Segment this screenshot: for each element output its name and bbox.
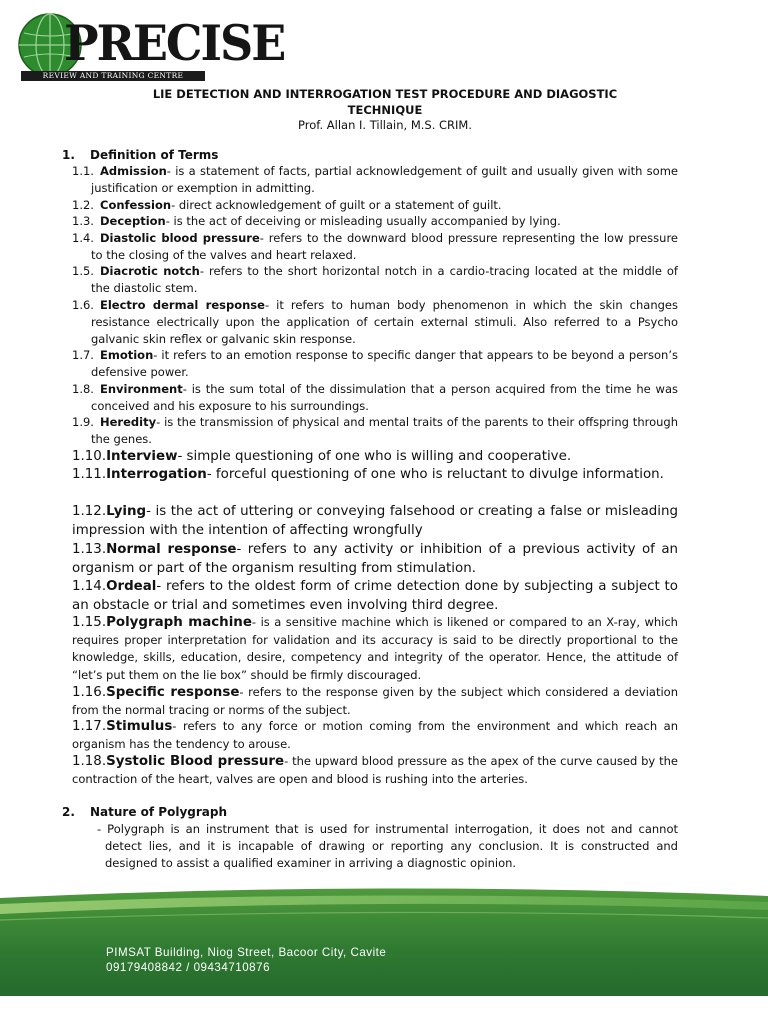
definition-item: 1.1. Admission- is a statement of facts, partial acknowledgement of guilt and usually given with some justification or exemption in admitting. <box>72 164 678 195</box>
term: Ordeal <box>106 579 157 594</box>
definition-item: 1.17.Stimulus- refers to any force or motion coming from the environment and which reach an organism has the tendency to arouse. <box>72 719 678 751</box>
definition-item: 1.11.Interrogation- forceful questioning of one who is reluctant to divulge information. <box>72 467 664 482</box>
definition-text: - is the transmission of physical and mental traits of the parents to their offspring through the genes. <box>91 415 678 446</box>
section-number: 2. <box>62 805 75 819</box>
term: Diastolic blood pressure <box>100 231 260 245</box>
term: Polygraph machine <box>106 615 252 630</box>
footer-phones: 09179408842 / 09434710876 <box>106 961 271 974</box>
definition-text: - simple questioning of one who is willing and cooperative. <box>177 449 572 464</box>
logo-tagline: REVIEW AND TRAINING CENTRE <box>21 71 205 81</box>
definition-item: 1.4. Diastolic blood pressure- refers to the downward blood pressure representing the low pressure to the closing of the valves and heart relaxed. <box>72 231 678 262</box>
term: Confession <box>100 198 172 212</box>
term: Systolic Blood pressure <box>106 754 285 769</box>
term: Interview <box>106 449 178 464</box>
definition-item: 1.10.Interview- simple questioning of one who is willing and cooperative. <box>72 449 572 464</box>
definition-text: - forceful questioning of one who is reluctant to divulge information. <box>206 467 664 482</box>
definition-item: 1.13.Normal response- refers to any activity or inhibition of a previous activity of an organism or part of the organism resulting from stimulation. <box>72 542 679 576</box>
term: Admission <box>100 164 167 178</box>
definition-item: 1.6. Electro dermal response- it refers to human body phenomenon in which the skin changes resistance electrically upon the application of certain external stimuli. Also referred to a Psycho galvanic skin reflex or galvanic skin response. <box>72 298 678 346</box>
term: Heredity <box>100 415 157 429</box>
definition-text: - refers to the oldest form of crime detection done by subjecting a subject to an obstacle or trial and sometimes even involving third degree. <box>72 579 678 613</box>
definition-item: 1.14.Ordeal- refers to the oldest form of crime detection done by subjecting a subject to an obstacle or trial and sometimes even involving third degree. <box>72 579 678 613</box>
title-line-2: TECHNIQUE <box>347 103 423 117</box>
definition-text: - is the act of deceiving or misleading usually accompanied by lying. <box>165 214 561 228</box>
section-title: Nature of Polygraph <box>90 805 228 819</box>
section-heading-nature <box>62 805 227 819</box>
definition-item: 1.15.Polygraph machine- is a sensitive machine which is likened or compared to an X-ray, which requires proper interpretation for validation and its accuracy is said to be directly proportional to the knowledge, skills, education, desire, competency and integrity of the operator. Hence, the attitude of “let’s put them on the lie box” should be firmly discouraged. <box>72 615 678 682</box>
section-title: Definition of Terms <box>90 148 219 162</box>
definition-item: 1.9. Heredity- is the transmission of physical and mental traits of the parents to their offspring through the genes. <box>72 415 678 446</box>
author-line: Prof. Allan I. Tillain, M.S. CRIM. <box>298 118 472 132</box>
term: Diacrotic notch <box>100 264 200 278</box>
term: Environment <box>100 382 183 396</box>
section-number: 1. <box>62 148 75 162</box>
definition-item: 1.5. Diacrotic notch- refers to the short horizontal notch in a cardio-tracing located at the middle of the diastolic stem. <box>72 264 678 295</box>
definition-item: 1.2. Confession- direct acknowledgement of guilt or a statement of guilt. <box>72 198 502 212</box>
definition-text: - is the sum total of the dissimulation that a person acquired from the time he was conceived and his exposure to his surroundings. <box>91 382 678 413</box>
definition-text: - refers to any force or motion coming from the environment and which reach an organism has the tendency to arouse. <box>72 719 678 751</box>
term: Specific response <box>106 685 240 700</box>
definition-item: 1.18.Systolic Blood pressure- the upward blood pressure as the apex of the curve caused by the contraction of the heart, valves are open and blood is rushing into the arteries. <box>72 754 678 786</box>
definition-text: - refers to the downward blood pressure representing the low pressure to the closing of the valves and heart relaxed. <box>91 231 678 262</box>
definition-text: - direct acknowledgement of guilt or a statement of guilt. <box>171 198 502 212</box>
document-title <box>90 86 680 118</box>
definition-text: - refers to any activity or inhibition of a previous activity of an organism or part of the organism resulting from stimulation. <box>72 542 679 576</box>
term: Interrogation <box>106 467 207 482</box>
section-paragraph: - Polygraph is an instrument that is used for instrumental interrogation, it does not and cannot detect lies, and it is incapable of drawing or reporting any conclusion. It is constructed and designed to assist a qualified examiner in arriving a diagnostic opinion. <box>97 822 678 870</box>
brand-logo <box>18 13 285 83</box>
logo-wordmark: PRECISE <box>64 14 285 72</box>
definition-text: - it refers to an emotion response to specific danger that appears to be beyond a person’s defensive power. <box>91 348 678 379</box>
term: Emotion <box>100 348 154 362</box>
section-heading-definitions <box>62 148 218 162</box>
definition-text: - refers to the response given by the subject which considered a deviation from the normal tracing or norms of the subject. <box>72 685 678 717</box>
definition-item: 1.8. Environment- is the sum total of the dissimulation that a person acquired from the time he was conceived and his exposure to his surroundings. <box>72 382 678 413</box>
term: Lying <box>106 504 147 519</box>
footer-address: PIMSAT Building, Niog Street, Bacoor City, Cavite <box>106 946 387 959</box>
definition-item: 1.3. Deception- is the act of deceiving or misleading usually accompanied by lying. <box>72 214 561 228</box>
title-line-1: LIE DETECTION AND INTERROGATION TEST PROCEDURE AND DIAGOSTIC <box>152 87 618 101</box>
definition-text: - refers to the short horizontal notch in a cardio-tracing located at the middle of the diastolic stem. <box>91 264 678 295</box>
definition-item: 1.16.Specific response- refers to the response given by the subject which considered a deviation from the normal tracing or norms of the subject. <box>72 685 678 717</box>
definition-item: 1.7. Emotion- it refers to an emotion response to specific danger that appears to be beyond a person’s defensive power. <box>72 348 678 379</box>
term: Normal response <box>106 542 237 557</box>
definition-text: - it refers to human body phenomenon in which the skin changes resistance electrically upon the application of certain external stimuli. Also referred to a Psycho galvanic skin reflex or galvanic skin response. <box>91 298 678 346</box>
term: Stimulus <box>106 719 173 734</box>
term: Deception <box>100 214 166 228</box>
definition-text: - is a sensitive machine which is likened or compared to an X-ray, which requires proper interpretation for validation and its accuracy is said to be directly proportional to the knowledge, skills, education, desire, competency and integrity of the operator. Hence, the attitude of “let’s put them on the lie box” should be firmly discouraged. <box>72 615 678 682</box>
definition-text: - the upward blood pressure as the apex of the curve caused by the contraction of the heart, valves are open and blood is rushing into the arteries. <box>72 754 678 786</box>
term: Electro dermal response <box>100 298 265 312</box>
definition-text: - is the act of uttering or conveying falsehood or creating a false or misleading impression with the intention of affecting wrongfully <box>72 504 678 538</box>
definition-item: 1.12.Lying- is the act of uttering or conveying falsehood or creating a false or misleading impression with the intention of affecting wrongfully <box>72 504 678 538</box>
definition-text: - is a statement of facts, partial acknowledgement of guilt and usually given with some justification or exemption in admitting. <box>91 164 678 195</box>
